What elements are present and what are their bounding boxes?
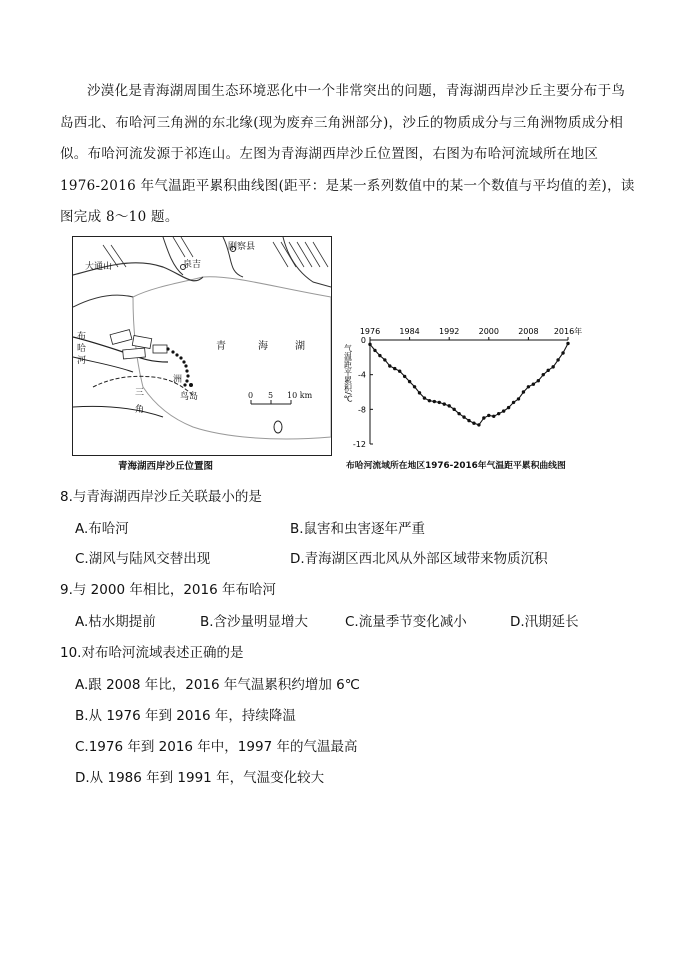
data-point xyxy=(512,401,515,404)
x-tick-label: 2016年 xyxy=(553,327,583,336)
q9-option-a: A.枯水期提前 xyxy=(75,614,156,630)
data-point xyxy=(438,401,441,404)
q8-option-c: C.湖风与陆风交替出现 xyxy=(75,551,211,567)
label-scale-5: 5 xyxy=(268,391,274,400)
data-point xyxy=(547,369,550,372)
label-buha-2: 哈 xyxy=(77,344,87,354)
data-point xyxy=(373,349,376,352)
label-niaodao: 鸟岛 xyxy=(180,392,199,402)
dune-location-map xyxy=(72,236,332,456)
data-point xyxy=(457,412,460,415)
data-point xyxy=(507,406,510,409)
data-point xyxy=(477,423,480,426)
q8-option-b: B.鼠害和虫害逐年严重 xyxy=(290,521,426,537)
q9-option-c: C.流量季节变化减小 xyxy=(345,614,467,630)
x-tick-label: 2000 xyxy=(478,327,499,336)
y-axis-label: 气温距平累积/℃ xyxy=(343,344,353,404)
data-point xyxy=(383,358,386,361)
data-point xyxy=(492,415,495,418)
data-point xyxy=(566,342,569,345)
data-point xyxy=(551,365,554,368)
x-tick-label: 1992 xyxy=(439,327,460,336)
y-tick-label: -12 xyxy=(352,440,366,449)
data-point xyxy=(403,375,406,378)
data-point xyxy=(428,399,431,402)
label-scale-0: 0 xyxy=(248,391,254,400)
data-point xyxy=(467,419,470,422)
y-tick-label: -8 xyxy=(358,405,366,415)
chart-caption: 布哈河流域所在地区1976-2016年气温距平累积曲线图 xyxy=(346,461,566,471)
data-point xyxy=(487,414,490,417)
y-tick-label: 0 xyxy=(360,336,366,345)
label-buha-1: 布 xyxy=(77,332,87,342)
label-buha-3: 河 xyxy=(77,356,87,366)
label-gangcha: 刚察县 xyxy=(228,242,256,252)
data-point xyxy=(532,383,535,386)
q10-option-d: D.从 1986 年到 1991 年，气温变化较大 xyxy=(75,770,325,786)
q10-option-c: C.1976 年到 2016 年中，1997 年的气温最高 xyxy=(75,739,358,755)
label-delta-3: 洲 xyxy=(173,375,183,385)
data-point xyxy=(443,402,446,405)
intro-paragraph: 沙漠化是青海湖周围生态环境恶化中一个非常突出的问题，青海湖西岸沙丘主要分布于鸟岛西北、布哈河三角洲的东北缘(现为废弃三角洲部分)，沙丘的物质成分与三角洲物质成分相似。布哈河流发源于祁连山。左图为青海湖西岸沙丘位置图，右图为布哈河流域所在地区 1976-2016 年气温距平累积曲线图(距平：是某一系列数值中的某一个数值与平均值的差)，读图完成 8～10 题。 xyxy=(60,83,635,225)
data-point xyxy=(378,354,381,357)
temperature-anomaly-chart xyxy=(340,318,600,452)
data-point xyxy=(398,370,401,373)
data-point xyxy=(368,343,371,346)
data-point xyxy=(542,373,545,376)
label-lake-2: 海 xyxy=(258,341,268,352)
label-scale-10: 10 km xyxy=(287,391,313,400)
label-delta-1: 三 xyxy=(135,388,145,398)
data-point xyxy=(482,416,485,419)
data-point xyxy=(522,390,525,393)
data-point xyxy=(462,415,465,418)
data-point xyxy=(497,412,500,415)
data-point xyxy=(502,409,505,412)
data-point xyxy=(527,385,530,388)
data-point xyxy=(556,358,559,361)
data-point xyxy=(388,364,391,367)
label-lake-1: 青 xyxy=(216,341,226,352)
q8-option-d: D.青海湖区西北风从外部区域带来物质沉积 xyxy=(290,551,548,567)
label-datong: 大通山 xyxy=(85,262,113,272)
map-caption: 青海湖西岸沙丘位置图 xyxy=(118,461,214,472)
data-point xyxy=(448,404,451,407)
y-tick-label: -4 xyxy=(358,370,366,380)
data-point xyxy=(472,422,475,425)
data-point xyxy=(452,408,455,411)
question-10: 10.对布哈河流域表述正确的是 xyxy=(60,645,244,661)
data-point xyxy=(393,367,396,370)
label-lake-3: 湖 xyxy=(295,341,305,352)
series-line xyxy=(370,344,568,425)
data-point xyxy=(408,380,411,383)
data-point xyxy=(433,400,436,403)
data-point xyxy=(423,396,426,399)
data-point xyxy=(413,385,416,388)
q8-option-a: A.布哈河 xyxy=(75,521,129,537)
x-tick-label: 1984 xyxy=(399,327,420,336)
lake-shoreline xyxy=(133,277,331,439)
label-delta-2: 角 xyxy=(135,405,145,415)
x-tick-label: 2008 xyxy=(518,327,539,336)
q10-option-a: A.跟 2008 年比，2016 年气温累积约增加 6℃ xyxy=(75,677,360,693)
data-point xyxy=(517,397,520,400)
q9-option-d: D.汛期延长 xyxy=(510,614,579,630)
question-8: 8.与青海湖西岸沙丘关联最小的是 xyxy=(60,489,262,505)
x-tick-label: 1976 xyxy=(359,327,381,336)
data-point xyxy=(561,351,564,354)
data-point xyxy=(537,379,540,382)
label-quanji: 泉吉 xyxy=(183,260,202,270)
q9-option-b: B.含沙量明显增大 xyxy=(200,614,309,630)
q10-option-b: B.从 1976 年到 2016 年，持续降温 xyxy=(75,708,296,724)
data-point xyxy=(418,391,421,394)
question-9: 9.与 2000 年相比，2016 年布哈河 xyxy=(60,582,276,598)
